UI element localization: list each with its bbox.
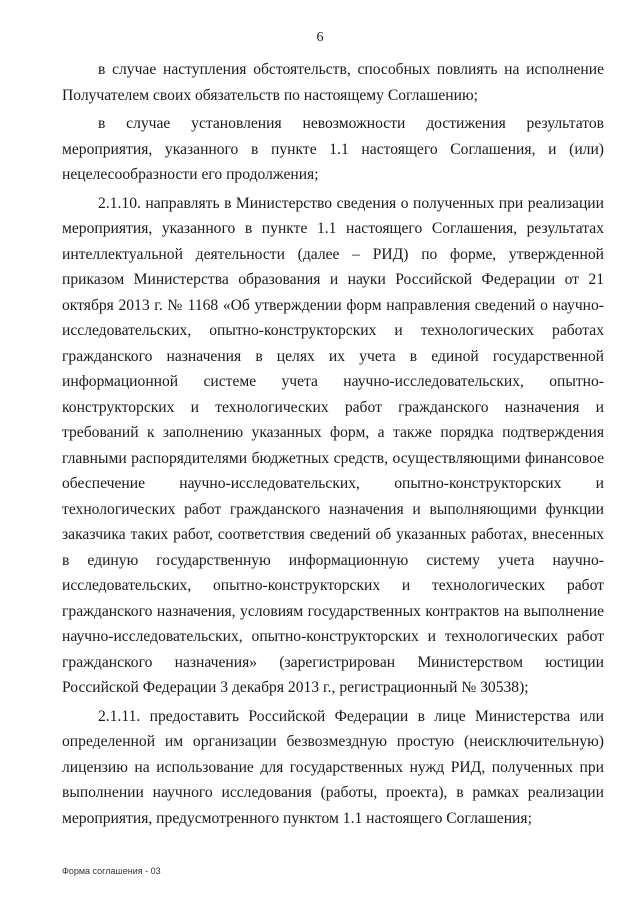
- form-footer-label: Форма соглашения - 03: [62, 866, 161, 876]
- page-number: 6: [316, 30, 324, 45]
- paragraph-circumstances: в случае наступления обстоятельств, способных повлиять на исполнение Получателем своих обязательств по настоящему Соглашению;: [62, 61, 604, 104]
- paragraph-2-1-11: 2.1.11. предоставить Российской Федерации в лице Министерства или определенной им организации безвозмездную простую (неисключительную) лицензию на использование для государственных нужд РИД, полученных при выполнении научного исследования (работы, проекта), в рамках реализации мероприятия, предусмотренного пунктом 1.1 настоящего Соглашения;: [62, 707, 604, 827]
- paragraph-2-1-10: 2.1.10. направлять в Министерство сведения о полученных при реализации мероприятия, указанного в пункте 1.1 настоящего Соглашения, результатах интеллектуальной деятельности (далее – РИД) по форме, утвержденной приказом Министерства образования и науки Российской Федерации от 21 октября 2013 г. № 1168 «Об утверждении форм направления сведений о научно-исследовательских, опытно-конструкторских и технологических работах гражданского назначения в целях их учета в единой государственной информационной системе учета научно-исследовательских, опытно-конструкторских и технологических работ гражданского назначения и требований к заполнению указанных форм, а также порядка подтверждения главными распорядителями бюджетных средств, осуществляющими финансовое обеспечение научно-исследовательских, опытно-конструкторских и технологических работ гражданского назначения и выполняющими функции заказчика таких работ, соответствия сведений об указанных работах, внесенных в единую государственную информационную систему учета научно-исследовательских, опытно-конструкторских и технологических работ гражданского назначения, условиям государственных контрактов на выполнение научно-исследовательских, опытно-конструкторских и технологических работ гражданского назначения» (зарегистрирован Министерством юстиции Российской Федерации 3 декабря 2013 г., регистрационный № 30538);: [62, 194, 604, 696]
- paragraph-impossibility: в случае установления невозможности достижения результатов мероприятия, указанного в пункте 1.1 настоящего Соглашения, и (или) нецелесообразности его продолжения;: [62, 115, 604, 183]
- document-body: [62, 57, 604, 831]
